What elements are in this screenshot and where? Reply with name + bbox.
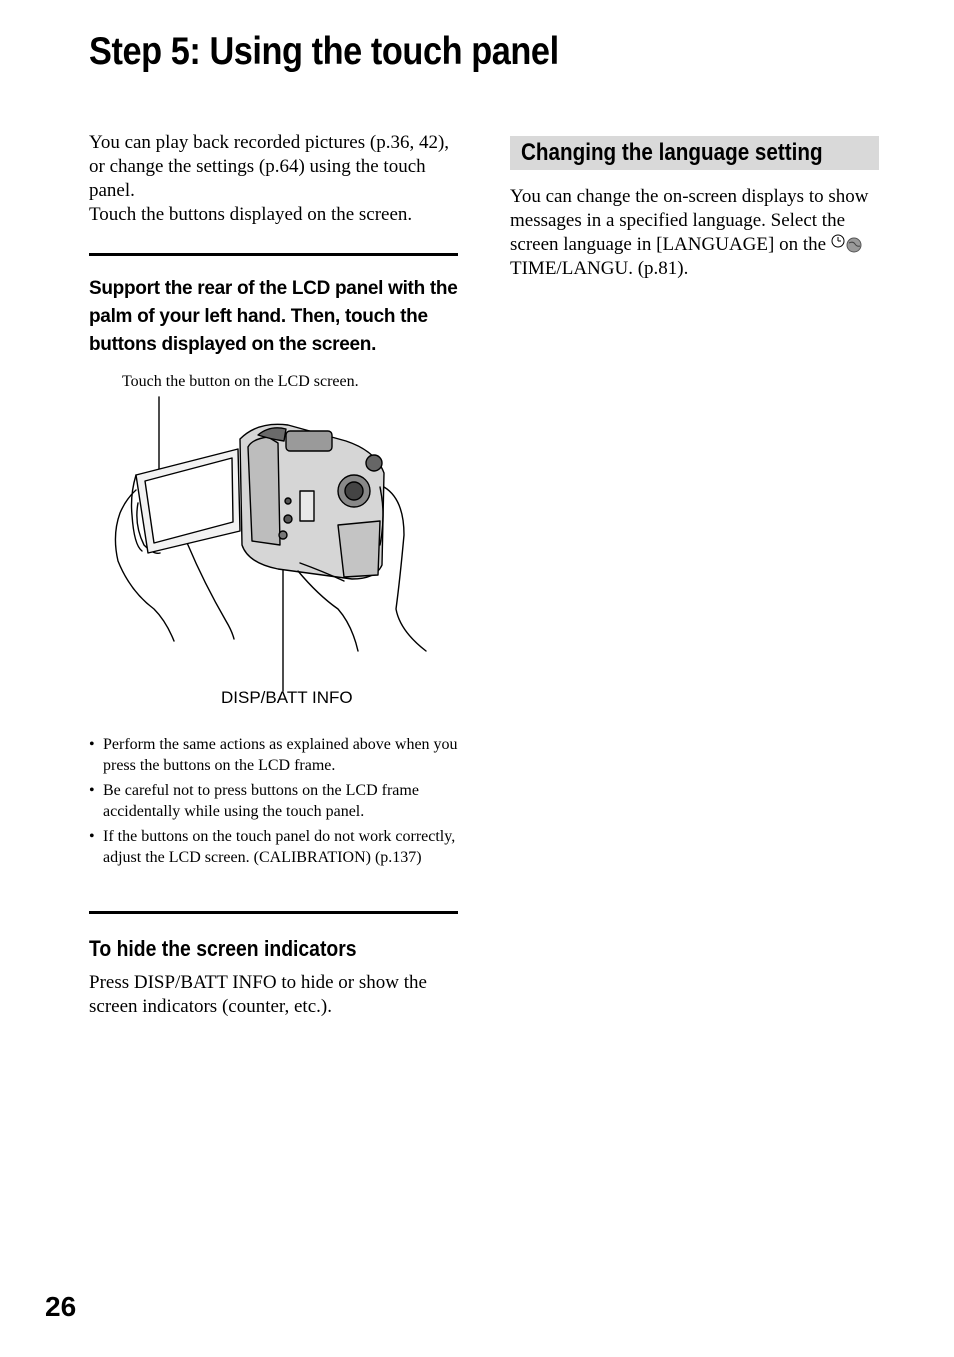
language-text-part: You can change the on-screen displays to show messages in a specified language. Select the screen language in [LANGUAGE] on the xyxy=(510,186,869,255)
bullet-icon: • xyxy=(89,828,95,845)
notes-list xyxy=(89,734,461,872)
intro-text xyxy=(89,131,459,227)
hide-indicators-text: Press DISP/BATT INFO to hide or show the screen indicators (counter, etc.). xyxy=(89,972,427,1017)
page-title: Step 5: Using the touch panel xyxy=(89,30,559,73)
clock-globe-icon xyxy=(829,233,867,253)
language-text-part: TIME/LANGU. (p.81). xyxy=(510,258,689,279)
intro-paragraph: Touch the buttons displayed on the screen. xyxy=(89,204,413,225)
note-text: Perform the same actions as explained above when you press the buttons on the LCD frame. xyxy=(103,736,458,774)
page-number: 26 xyxy=(45,1291,77,1322)
step-instruction: Support the rear of the LCD panel with the palm of your left hand. Then, touch the buttons displayed on the screen. xyxy=(89,278,458,355)
list-item xyxy=(89,734,461,776)
section-divider xyxy=(89,911,458,914)
camcorder-in-hands-illustration xyxy=(108,395,430,695)
note-text: Be careful not to press buttons on the LCD frame accidentally while using the touch panel. xyxy=(103,782,419,820)
list-item xyxy=(89,780,461,822)
figure-caption-bottom: DISP/BATT INFO xyxy=(221,688,353,707)
bullet-icon: • xyxy=(89,736,95,753)
note-text: If the buttons on the touch panel do not work correctly, adjust the LCD screen. (CALIBRATION) (p.137) xyxy=(103,828,456,866)
intro-paragraph: You can play back recorded pictures (p.36, 42), or change the settings (p.64) using the touch panel. xyxy=(89,132,450,201)
language-section-heading: Changing the language setting xyxy=(521,139,823,166)
hide-indicators-heading: To hide the screen indicators xyxy=(89,936,357,961)
bullet-icon: • xyxy=(89,782,95,799)
list-item xyxy=(89,826,461,868)
figure-caption-top: Touch the button on the LCD screen. xyxy=(122,373,359,390)
section-divider xyxy=(89,253,458,256)
language-section-text xyxy=(510,185,880,281)
